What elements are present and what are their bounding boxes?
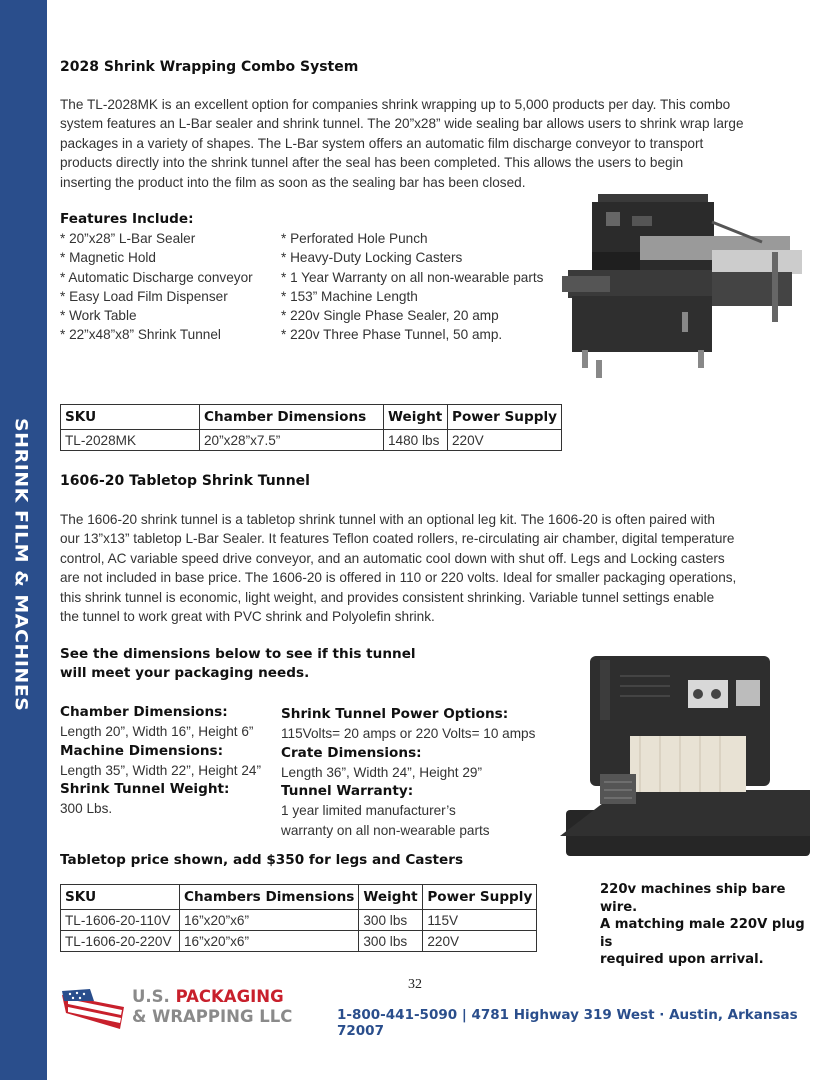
table-cell: 220V [423, 931, 537, 952]
tunnel-warranty-label: Tunnel Warranty: [281, 783, 414, 800]
list-item: * Work Table [60, 308, 137, 324]
column-header: Power Supply [423, 885, 537, 910]
company-logo [60, 985, 293, 1033]
para-line: our 13”x13” tabletop L-Bar Sealer. It features Teflon coated rollers, re-circulating air chamber, digital temperature [60, 531, 735, 547]
tabletop-tunnel-photo [560, 640, 815, 862]
para-line: The 1606-20 shrink tunnel is a tabletop shrink tunnel with an optional leg kit. The 1606-20 is often paired with [60, 512, 715, 527]
tunnel-sku-table [60, 884, 537, 952]
para-line: inserting the product into the film as soon as the sealing bar has been closed. [60, 174, 526, 190]
table-row [61, 910, 537, 931]
specs-left [60, 703, 261, 819]
table-header-row [61, 405, 562, 430]
chamber-dimensions-value: Length 20”, Width 16”, Height 6” [60, 724, 254, 740]
note-line: 220v machines ship bare wire. [600, 882, 786, 915]
para-line: this shrink tunnel is economic, light weight, and provides consistent shrinking. Variable tunnel settings enable [60, 589, 715, 605]
table-row [61, 430, 562, 451]
list-item: * 22”x48”x8” Shrink Tunnel [60, 327, 221, 343]
sidebar-label: SHRINK FILM & MACHINES [11, 418, 31, 712]
para-line: packages in a variety of shapes. The L-Bar system offers an automatic film discharge conveyor to transport [60, 135, 704, 151]
section2-paragraph [60, 510, 785, 626]
flag-swoosh-icon [60, 985, 130, 1031]
column-header: Weight [384, 405, 448, 430]
tunnel-weight-value: 300 Lbs. [60, 801, 113, 817]
logo-packaging: PACKAGING [175, 987, 284, 1006]
logo-us: U.S. [132, 987, 176, 1006]
section1-paragraph [60, 95, 780, 192]
intro-line: will meet your packaging needs. [60, 665, 310, 681]
machine-dimensions-value: Length 35”, Width 22”, Height 24” [60, 762, 261, 778]
features-right-list [281, 229, 543, 345]
list-item: * 220v Three Phase Tunnel, 50 amp. [281, 327, 503, 343]
table-row [61, 931, 537, 952]
logo-line2: & WRAPPING LLC [132, 1007, 293, 1026]
section1-title: 2028 Shrink Wrapping Combo System [60, 59, 359, 75]
warranty-line: warranty on all non-wearable parts [281, 822, 490, 838]
combo-sku-table [60, 404, 562, 451]
list-item: * Automatic Discharge conveyor [60, 269, 253, 285]
table-cell: 300 lbs [359, 931, 423, 952]
para-line: the tunnel to work great with PVC shrink and Polyolefin shrink. [60, 609, 435, 625]
list-item: * Heavy-Duty Locking Casters [281, 250, 463, 266]
table-cell: TL-2028MK [61, 430, 200, 451]
column-header: Chamber Dimensions [200, 405, 384, 430]
combo-machine-photo [562, 192, 808, 382]
dimensions-intro [60, 645, 416, 683]
column-header: Chambers Dimensions [180, 885, 359, 910]
section2-title: 1606-20 Tabletop Shrink Tunnel [60, 473, 310, 489]
machine-dimensions-label: Machine Dimensions: [60, 742, 224, 759]
page-number: 32 [408, 977, 422, 992]
para-line: products directly into the shrink tunnel after the seal has been completed. This allows the users to begin [60, 155, 684, 171]
column-header: Power Supply [448, 405, 562, 430]
list-item: * Magnetic Hold [60, 250, 156, 266]
note-line: A matching male 220V plug is [600, 917, 805, 950]
note-line: required upon arrival. [600, 952, 764, 967]
tunnel-weight-label: Shrink Tunnel Weight: [60, 781, 230, 798]
para-line: system features an L-Bar sealer and shrink tunnel. The 20”x28” wide sealing bar allows users to shrink wrap large [60, 116, 744, 132]
warranty-line: 1 year limited manufacturer’s [281, 803, 456, 819]
crate-dimensions-label: Crate Dimensions: [281, 744, 422, 761]
intro-line: See the dimensions below to see if this tunnel [60, 646, 416, 662]
list-item: * 153” Machine Length [281, 288, 418, 304]
table-cell: 16”x20”x6” [180, 931, 359, 952]
crate-dimensions-value: Length 36”, Width 24”, Height 29” [281, 764, 482, 780]
table-cell: 20”x28”x7.5” [200, 430, 384, 451]
para-line: The TL-2028MK is an excellent option for companies shrink wrapping up to 5,000 products per day. This combo [60, 97, 731, 112]
table-cell: TL-1606-20-110V [61, 910, 180, 931]
table-header-row [61, 885, 537, 910]
footer-contact: 1-800-441-5090 | 4781 Highway 319 West · Austin, Arkansas 72007 [337, 1007, 798, 1039]
table-cell: TL-1606-20-220V [61, 931, 180, 952]
features-title: Features Include: [60, 211, 194, 227]
para-line: control, AC variable speed drive conveyor, and an automatic cool down with shut off. Legs and Locking casters [60, 550, 725, 566]
specs-right [281, 705, 535, 840]
list-item: * 1 Year Warranty on all non-wearable parts [281, 269, 544, 285]
column-header: SKU [61, 885, 180, 910]
power-options-value: 115Volts= 20 amps or 220 Volts= 10 amps [281, 726, 536, 742]
list-item: * Perforated Hole Punch [281, 231, 428, 246]
column-header: Weight [359, 885, 423, 910]
list-item: * Easy Load Film Dispenser [60, 288, 228, 304]
table-cell: 1480 lbs [384, 430, 448, 451]
list-item: * 20”x28” L-Bar Sealer [60, 231, 196, 246]
table-cell: 16”x20”x6” [180, 910, 359, 931]
price-note: Tabletop price shown, add $350 for legs and Casters [60, 852, 464, 868]
para-line: are not included in base price. The 1606-20 is offered in 110 or 220 volts. Ideal for smaller packaging operations, [60, 570, 737, 586]
features-left-list [60, 229, 253, 345]
column-header: SKU [61, 405, 200, 430]
chamber-dimensions-label: Chamber Dimensions: [60, 704, 228, 720]
table-cell: 115V [423, 910, 537, 931]
table-cell: 220V [448, 430, 562, 451]
logo-line1 [132, 987, 284, 1006]
power-options-label: Shrink Tunnel Power Options: [281, 706, 509, 722]
list-item: * 220v Single Phase Sealer, 20 amp [281, 308, 499, 324]
table-cell: 300 lbs [359, 910, 423, 931]
sidebar-band [0, 0, 47, 1080]
plug-note [600, 881, 815, 969]
